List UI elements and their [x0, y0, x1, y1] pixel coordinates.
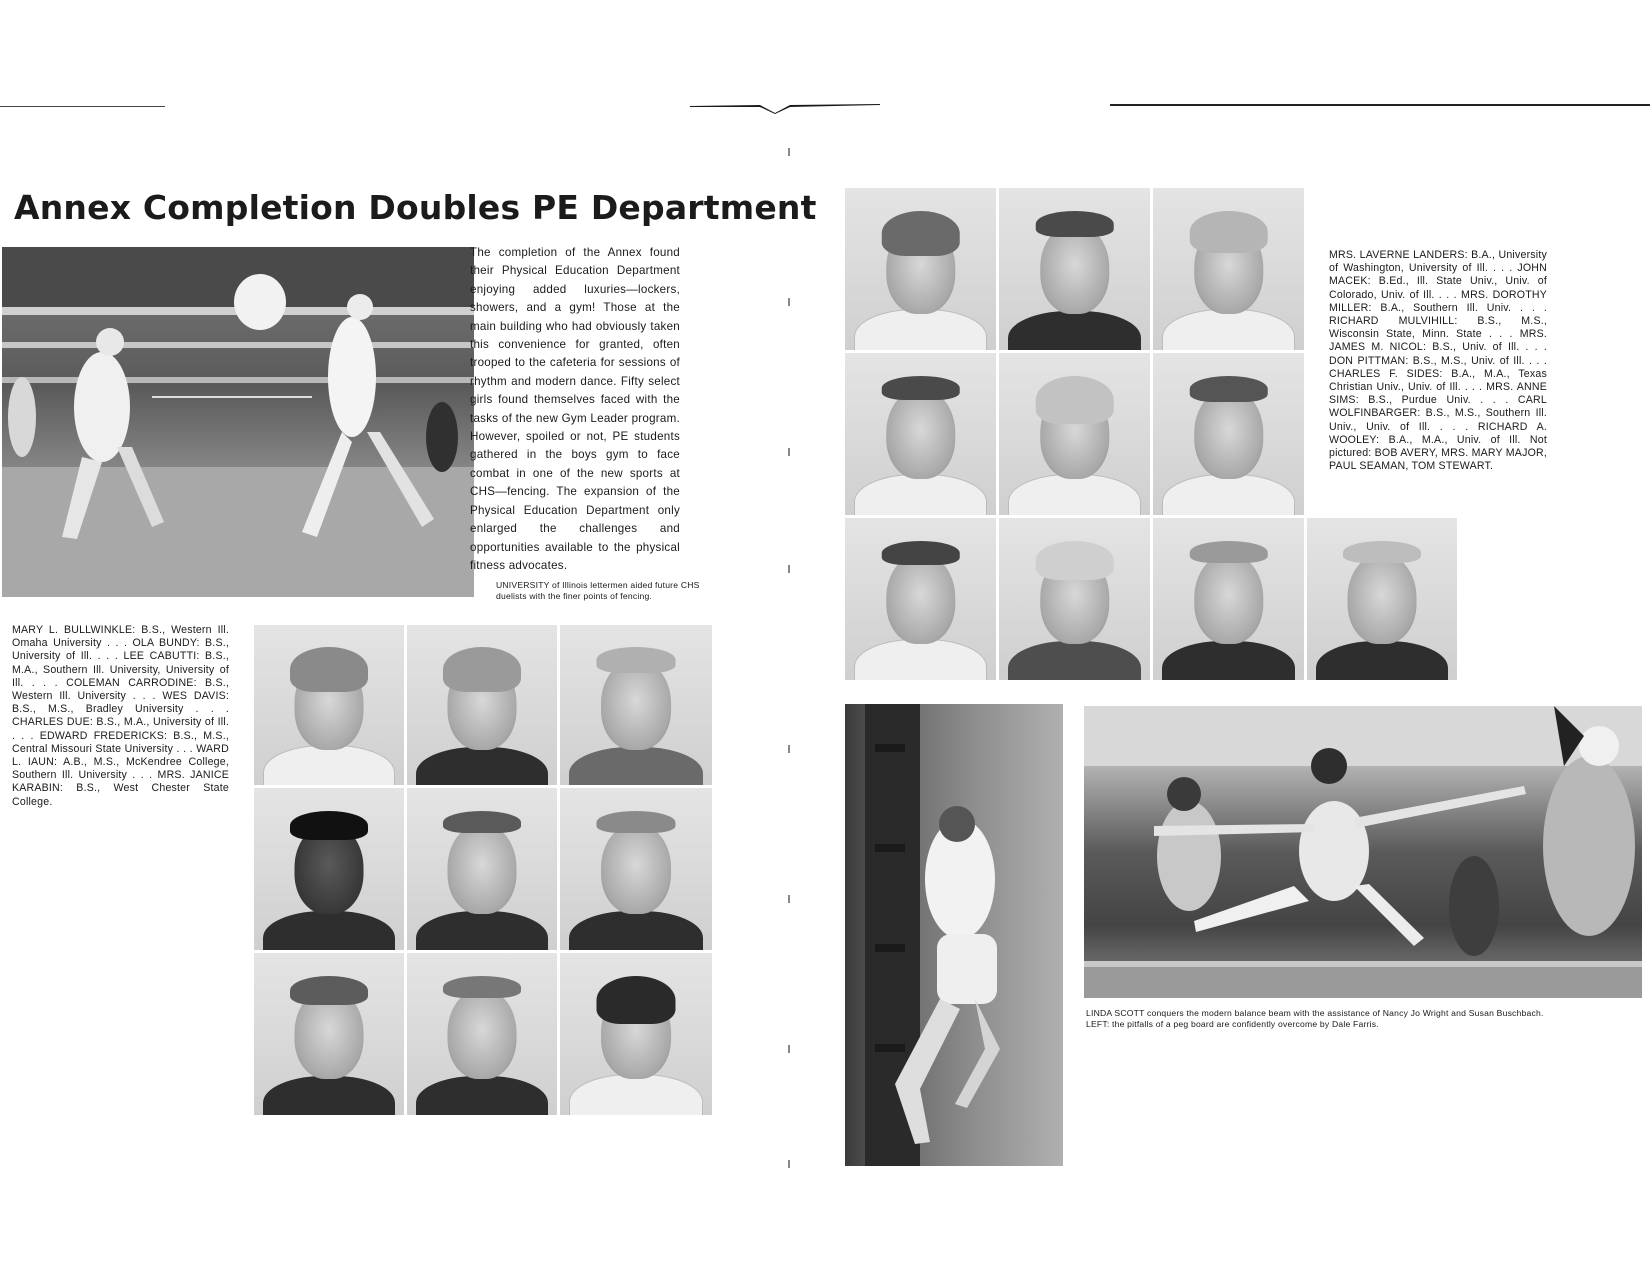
article-body: The completion of the Annex found their Physical Education Department enjoying added luxuries—lockers, showers, and a gym! Those at the main building who had obviously taken this convenience for granted, often trooped to the cafeteria for sessions of rhythm and modern dance. Fifty select girls found themselves faced with the tasks of the new Gym Leader program. However, spoiled or not, PE students gathered in the boys gym to face combat in one of the new sports at CHS—fencing. The expansion of the Physical Education Department only enlarged the challenges and opportunities available to the physical fitness advocates.	[470, 246, 680, 572]
top-rule-left	[0, 106, 165, 107]
faculty-portrait	[254, 953, 404, 1115]
gutter-mark	[788, 448, 790, 456]
faculty-portrait	[254, 625, 404, 785]
faculty-portrait	[845, 188, 996, 350]
top-rule-right	[1110, 104, 1650, 106]
gutter-mark	[788, 745, 790, 753]
balance-beam-photo	[1084, 706, 1642, 998]
faculty-portrait	[560, 788, 712, 950]
fencing-scene	[2, 247, 474, 597]
peg-board-photo	[845, 704, 1063, 1166]
fencing-photo	[2, 247, 474, 597]
faculty-portrait	[845, 353, 996, 515]
gutter-mark	[788, 298, 790, 306]
faculty-portrait	[407, 788, 557, 950]
right-faculty-names: MRS. LAVERNE LANDERS: B.A., University of Washington, University of Ill. . . . JOHN MACEK: B.Ed., Ill. State Univ., Univ. of Colorado, Univ. of Ill. . . . MRS. DOROTHY MILLER: B.A., Southern Ill. Univ. . . . RICHARD MULVIHILL: B.S., M.S., Wisconsin State, Minn. State . . . MRS. JAMES M. NICOL: B.S., Univ. of Ill. . . . DON PITTMAN: B.S., M.S., Univ. of Ill. . . . CHARLES F. SIDES: B.A., M.A., Texas Christian Univ., Univ. of Ill. . . . MRS. ANNE SIMS: B.S., Purdue Univ. . . . CARL WOLFINBARGER: B.S., M.S., Southern Ill. Univ., Univ. of Ill. . . . RICHARD A. WOOLEY: B.A., M.A., Univ. of Ill. Not pictured: BOB AVERY, MRS. MARY MAJOR, PAUL SEAMAN, TOM STEWART.	[1329, 249, 1547, 473]
fencing-caption: UNIVERSITY of Illinois lettermen aided future CHS duelists with the finer points of fencing.	[496, 580, 700, 601]
gutter-mark	[788, 895, 790, 903]
faculty-portrait	[1307, 518, 1457, 680]
faculty-portrait	[1153, 353, 1304, 515]
gutter-mark	[788, 565, 790, 573]
faculty-portrait	[407, 625, 557, 785]
gutter-mark	[788, 1045, 790, 1053]
faculty-portrait	[1153, 188, 1304, 350]
center-spine-mark	[690, 104, 880, 114]
faculty-portrait	[999, 353, 1150, 515]
faculty-portrait	[407, 953, 557, 1115]
peg-board-scene	[845, 704, 1063, 1166]
faculty-portrait	[560, 953, 712, 1115]
balance-beam-scene	[1084, 706, 1642, 998]
faculty-portrait	[1153, 518, 1304, 680]
faculty-portrait	[999, 518, 1150, 680]
gutter-mark	[788, 148, 790, 156]
faculty-portrait	[999, 188, 1150, 350]
faculty-portrait	[254, 788, 404, 950]
gutter-mark	[788, 1160, 790, 1168]
page-title: Annex Completion Doubles PE Department	[14, 188, 817, 227]
faculty-portrait	[845, 518, 996, 680]
left-faculty-names: MARY L. BULLWINKLE: B.S., Western Ill. Omaha University . . . OLA BUNDY: B.S., University of Ill. . . . LEE CABUTTI: B.S., M.A., Southern Ill. University, University of Ill. . . . COLEMAN CARRODINE: B.S., Western Ill. University . . . WES DAVIS: B.S., M.S., Bradley University . . . CHARLES DUE: B.S., M.A., University of Ill. . . . EDWARD FREDERICKS: B.S., M.S., Central Missouri State University . . . WARD L. IAUN: A.B., M.S., McKendree College, Southern Ill. University . . . MRS. JANICE KARABIN: B.S., West Chester State College.	[12, 624, 229, 808]
balance-beam-caption: LINDA SCOTT conquers the modern balance beam with the assistance of Nancy Jo Wright and Susan Buschbach. LEFT: the pitfalls of a peg board are confidently overcome by Dale Farris.	[1086, 1008, 1544, 1029]
faculty-portrait	[560, 625, 712, 785]
